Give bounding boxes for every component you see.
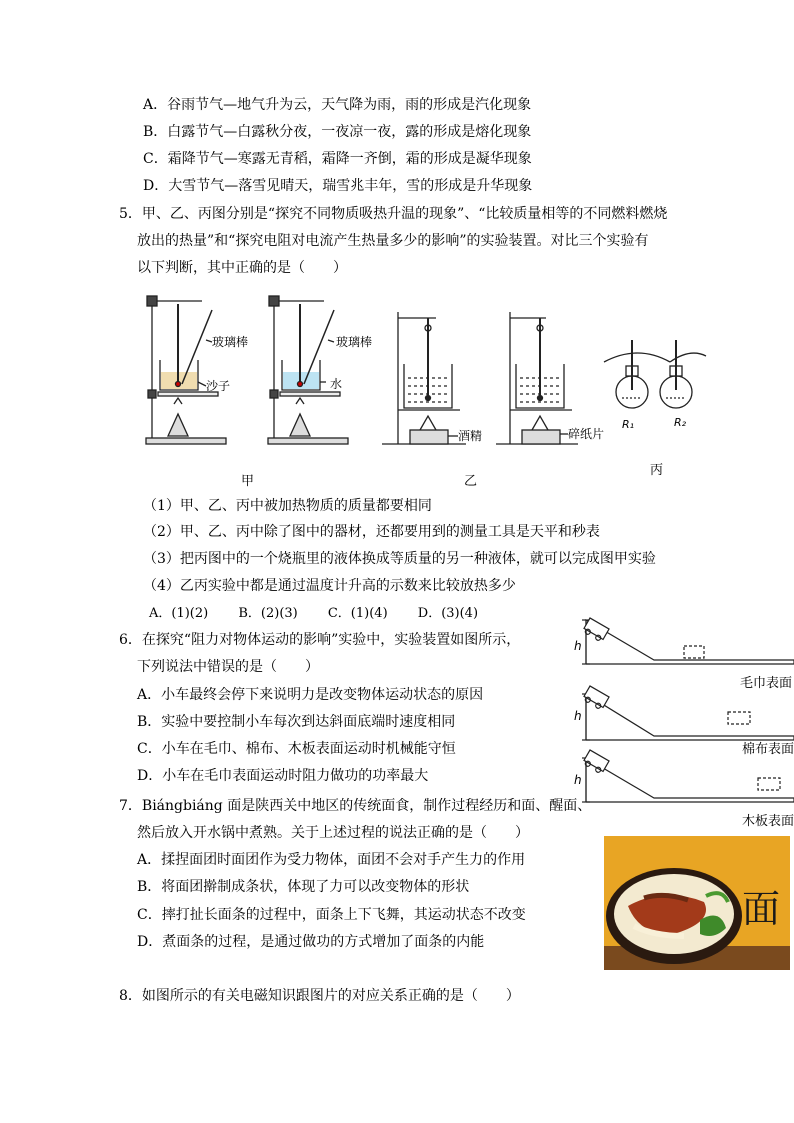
label-glass-rod-2: 玻璃棒 — [336, 335, 373, 349]
q7-option-b: B．将面团擀制成条状，体现了力可以改变物体的形状 — [137, 879, 470, 895]
q5-options: A．(1)(2) B．(2)(3) C．(1)(4) D．(3)(4) — [149, 606, 479, 621]
q5-stem-line3: 以下判断，其中正确的是（ ） — [137, 260, 347, 276]
q4-option-a: A．谷雨节气—地气升为云，天气降为雨，雨的形成是汽化现象 — [143, 97, 532, 113]
q5-statement-1: （1）甲、乙、丙中被加热物质的质量都要相同 — [143, 498, 432, 514]
q4-option-d: D．大雪节气—落雪见晴天，瑞雪兆丰年，雪的形成是升华现象 — [143, 178, 533, 194]
q5-statement-4: （4）乙丙实验中都是通过温度计升高的示数来比较放热多少 — [143, 578, 516, 594]
incline-figure — [568, 606, 794, 828]
label-h-2: h — [574, 709, 582, 723]
label-water: 水 — [330, 377, 343, 391]
noodle-photo — [604, 836, 790, 970]
q6-option-c: C．小车在毛巾、棉布、木板表面运动时机械能守恒 — [137, 741, 456, 757]
label-paper: 碎纸片 — [568, 427, 605, 441]
caption-bing: 丙 — [650, 463, 664, 478]
q7-stem-line2: 然后放入开水锅中煮熟。关于上述过程的说法正确的是（ ） — [137, 825, 529, 841]
q5-statement-2: （2）甲、乙、丙中除了图中的器材，还都要用到的测量工具是天平和秒表 — [143, 524, 600, 540]
q7-option-d: D．煮面条的过程，是通过做功的方式增加了面条的内能 — [137, 934, 485, 950]
label-surface-towel: 毛巾表面 — [740, 676, 793, 691]
q5-statement-3: （3）把丙图中的一个烧瓶里的液体换成等质量的另一种液体，就可以完成图甲实验 — [143, 551, 656, 567]
label-surface-cotton: 棉布表面 — [742, 742, 794, 757]
q8-stem: 8．如图所示的有关电磁知识跟图片的对应关系正确的是（ ） — [119, 988, 520, 1004]
q6-option-a: A．小车最终会停下来说明力是改变物体运动状态的原因 — [137, 687, 484, 703]
figure-bing — [598, 336, 713, 436]
label-h-1: h — [574, 639, 582, 653]
caption-yi: 乙 — [464, 474, 478, 489]
q7-stem-line1: 7．Biángbiáng 面是陕西关中地区的传统面食，制作过程经历和面、醒面、 — [119, 798, 592, 814]
label-surface-wood: 木板表面 — [742, 814, 794, 829]
figure-yi — [378, 306, 618, 456]
caption-jia: 甲 — [241, 474, 255, 489]
label-h-3: h — [574, 773, 582, 787]
q6-stem-line1: 6．在探究“阻力对物体运动的影响”实验中，实验装置如图所示， — [119, 632, 521, 648]
label-r2: R₂ — [674, 416, 687, 429]
q6-option-b: B．实验中要控制小车每次到达斜面底端时速度相同 — [137, 714, 456, 730]
q5-stem-line1: 5．甲、乙、丙图分别是“探究不同物质吸热升温的现象”、“比较质量相等的不同燃料燃烧 — [119, 206, 668, 222]
label-r1: R₁ — [622, 418, 635, 431]
label-glass-rod-1: 玻璃棒 — [212, 335, 249, 349]
q6-stem-line2: 下列说法中错误的是（ ） — [137, 659, 319, 675]
label-sand: 沙子 — [206, 379, 231, 393]
q6-option-d: D．小车在毛巾表面运动时阻力做功的功率最大 — [137, 768, 429, 784]
q4-option-b: B．白露节气—白露秋分夜，一夜凉一夜，露的形成是熔化现象 — [143, 124, 532, 140]
label-alcohol: 酒精 — [458, 429, 483, 443]
q5-stem-line2: 放出的热量”和“探究电阻对电流产生热量多少的影响”的实验装置。对比三个实验有 — [137, 233, 649, 249]
q7-option-a: A．揉捏面团时面团作为受力物体，面团不会对手产生力的作用 — [137, 852, 526, 868]
q4-option-c: C．霜降节气—寒露无青稻，霜降一齐倒，霜的形成是凝华现象 — [143, 151, 532, 167]
noodle-photo-calligraphy: 面 — [742, 887, 781, 931]
q7-option-c: C．摔打扯长面条的过程中，面条上下飞舞，其运动状态不改变 — [137, 907, 526, 923]
